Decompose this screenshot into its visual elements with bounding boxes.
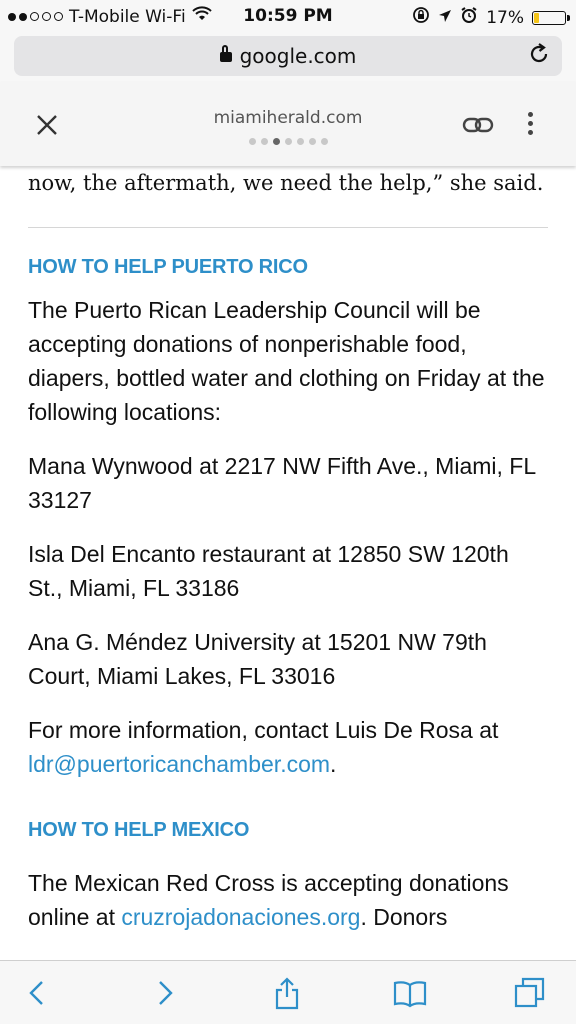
battery-icon <box>532 11 566 25</box>
lead-paragraph: now, the aftermath, we need the help,” she said. <box>28 171 544 195</box>
status-bar <box>0 0 576 34</box>
browser-toolbar <box>0 960 576 1024</box>
status-time: 10:59 PM <box>243 6 333 26</box>
status-right <box>412 6 566 29</box>
pager-dot <box>261 138 268 145</box>
pager-dot <box>273 138 280 145</box>
contact-suffix: . <box>330 751 337 777</box>
battery-percent: 17% <box>486 7 524 28</box>
pager-dot <box>297 138 304 145</box>
pager-dot <box>249 138 256 145</box>
pager-dot <box>285 138 292 145</box>
url-text: google.com <box>239 44 357 68</box>
lock-icon <box>220 52 232 62</box>
tabs-icon[interactable] <box>512 975 548 1011</box>
donation-link[interactable]: cruzrojadonaciones.org <box>121 904 361 930</box>
browser-address-area <box>0 34 576 82</box>
address-bar[interactable] <box>14 36 562 76</box>
paragraph-mexico <box>28 866 548 934</box>
rotation-lock-icon <box>412 6 430 29</box>
back-icon[interactable] <box>20 975 56 1011</box>
bookmarks-icon[interactable] <box>392 975 428 1011</box>
link-icon[interactable] <box>462 114 494 140</box>
section-heading-mexico: HOW TO HELP MEXICO <box>28 819 250 841</box>
battery-level <box>534 13 539 23</box>
location-item: Mana Wynwood at 2217 NW Fifth Ave., Miami, FL 33127 <box>28 453 536 513</box>
source-domain[interactable]: miamiherald.com <box>213 108 363 128</box>
location-item: Isla Del Encanto restaurant at 12850 SW 120th St., Miami, FL 33186 <box>28 541 509 601</box>
article-body <box>28 166 548 960</box>
pager-dot <box>321 138 328 145</box>
contact-prefix: For more information, contact Luis De Rosa at <box>28 717 499 743</box>
forward-icon[interactable] <box>146 975 182 1011</box>
more-options-icon[interactable] <box>528 112 533 135</box>
amp-viewer-header <box>0 82 576 166</box>
carrier-name: T-Mobile Wi-Fi <box>69 6 186 27</box>
paragraph-intro: The Puerto Rican Leadership Council will be accepting donations of nonperishable food, diapers, bottled water and clothing on Friday at the following locations: <box>28 297 545 425</box>
location-item: Ana G. Méndez University at 15201 NW 79th Court, Miami Lakes, FL 33016 <box>28 629 487 689</box>
mexico-suffix: . Donors <box>360 904 448 930</box>
pager-dot <box>309 138 316 145</box>
contact-paragraph <box>28 713 548 781</box>
share-icon[interactable] <box>269 975 305 1011</box>
location-icon <box>438 8 452 28</box>
mexico-prefix: The Mexican Red Cross is accepting donations online at <box>28 870 509 930</box>
section-heading-puerto-rico: HOW TO HELP PUERTO RICO <box>28 256 308 278</box>
section-divider <box>28 227 548 228</box>
reload-icon[interactable] <box>526 42 552 68</box>
url-display[interactable] <box>14 44 562 68</box>
email-link[interactable]: ldr@puertoricanchamber.com <box>28 751 331 777</box>
alarm-icon <box>460 6 478 29</box>
